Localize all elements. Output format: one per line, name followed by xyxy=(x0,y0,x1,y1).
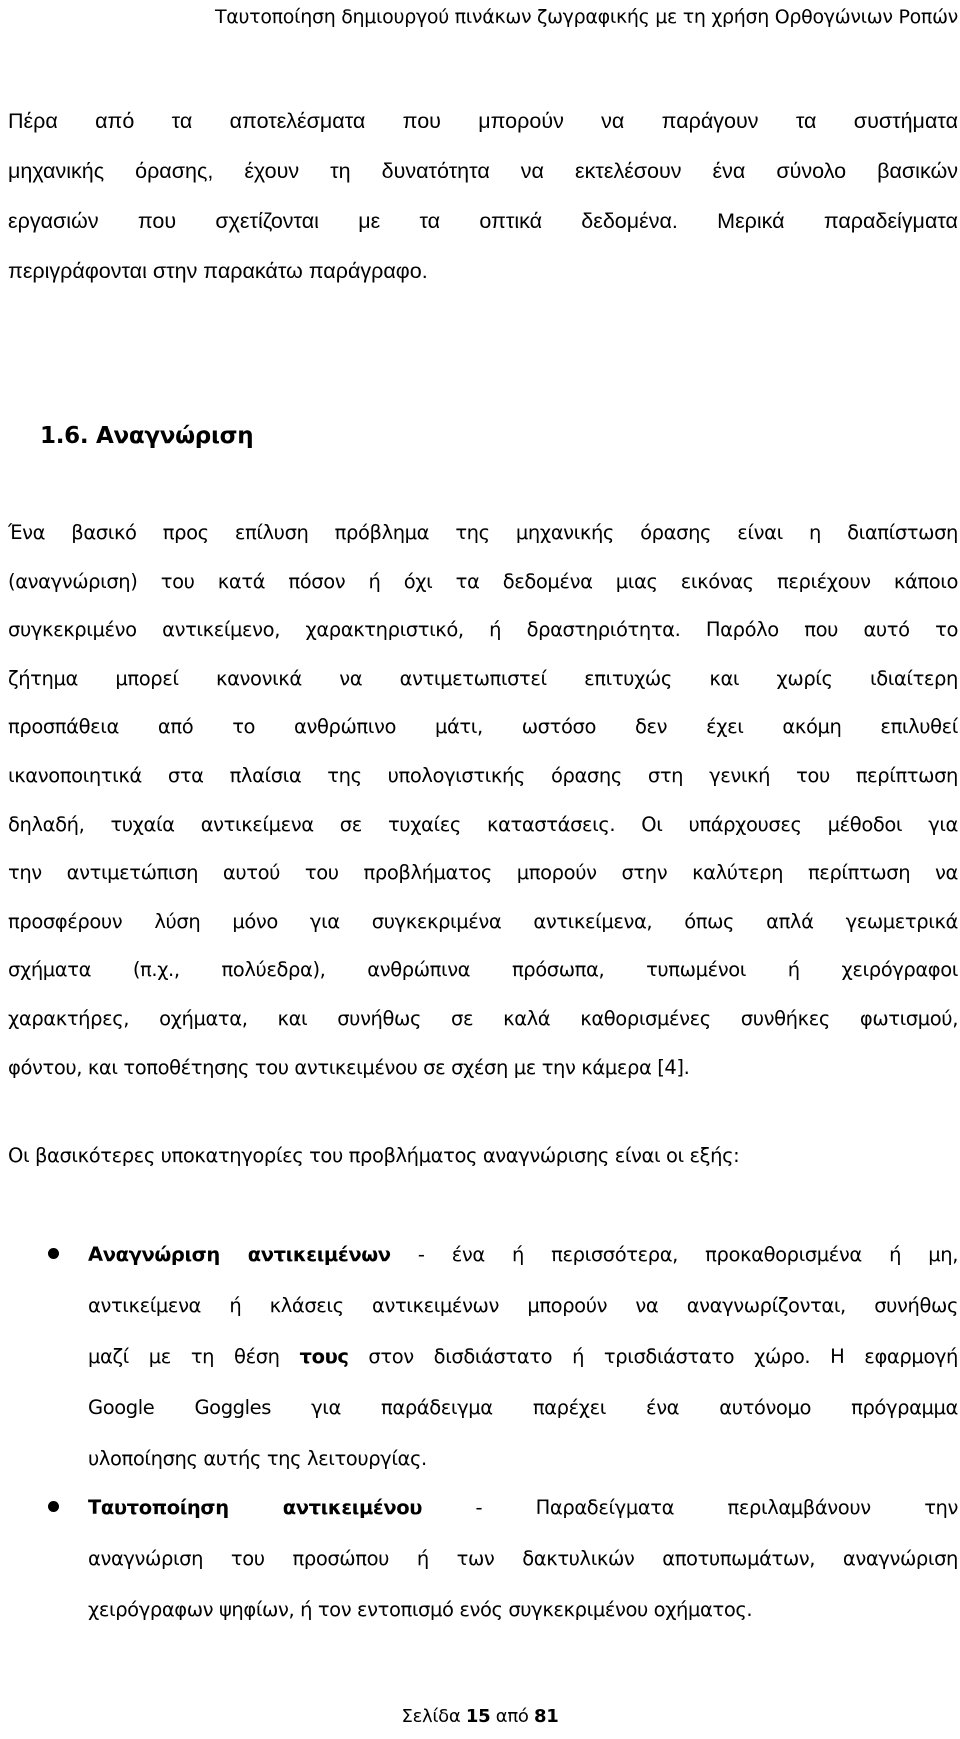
section-heading: 1.6. Αναγνώριση xyxy=(40,423,254,449)
bullet-term: Αναγνώριση αντικειμένων xyxy=(88,1243,391,1266)
paragraph-line: μηχανικής όρασης, έχουν τη δυνατότητα να εκτελέσουν ένα σύνολο βασικών xyxy=(8,159,958,183)
page-word: Σελίδα xyxy=(401,1706,461,1727)
bullet-term: Ταυτοποίηση αντικειμένου xyxy=(88,1496,423,1519)
paragraph-line: περιγράφονται στην παρακάτω παράγραφο. xyxy=(8,259,428,283)
bullet-text: μαζί με τη θέση xyxy=(88,1345,300,1368)
main-paragraph xyxy=(8,509,958,1092)
paragraph-line: Πέρα από τα αποτελέσματα που μπορούν να παράγουν τα συστήματα xyxy=(8,109,958,133)
paragraph-line: ζήτημα μπορεί κανονικά να αντιμετωπιστεί επιτυχώς και χωρίς ιδιαίτερη xyxy=(8,666,958,690)
paragraph-line: την αντιμετώπιση αυτού του προβλήματος μπορούν στην καλύτερη περίπτωση να xyxy=(8,861,958,885)
bullet-line xyxy=(88,1482,958,1533)
page-number: 15 xyxy=(465,1706,491,1727)
bullet-line: χειρόγραφων ψηφίων, ή τον εντοπισμό ενός συγκεκριμένου οχήματος. xyxy=(88,1598,753,1621)
bullet-line: υλοποίησης αυτής της λειτουργίας. xyxy=(88,1447,427,1470)
bullet-text: - ένα ή περισσότερα, προκαθορισμένα ή μη, xyxy=(390,1243,958,1266)
running-header: Ταυτοποίηση δημιουργού πινάκων ζωγραφικής με τη χρήση Ορθογώνιων Ροπών xyxy=(214,6,958,28)
bullet-item-object-identification xyxy=(88,1482,958,1635)
paragraph-line: εργασιών που σχετίζονται με τα οπτικά δεδομένα. Μερικά παραδείγματα xyxy=(8,209,958,233)
bullet-emphasis: τους xyxy=(299,1345,349,1368)
paragraph-line: Ένα βασικό προς επίλυση πρόβλημα της μηχανικής όρασης είναι η διαπίστωση xyxy=(8,521,958,544)
bullet-line: Google Goggles για παράδειγμα παρέχει ένα αυτόνομο πρόγραμμα xyxy=(88,1396,958,1419)
of-word: από xyxy=(495,1706,529,1727)
bullet-item-object-recognition xyxy=(88,1229,958,1484)
bullet-text: στον δισδιάστατο ή τρισδιάστατο χώρο. Η εφαρμογή xyxy=(348,1345,958,1368)
paragraph-line: χαρακτήρες, οχήματα, και συνήθως σε καλά καθορισμένες συνθήκες φωτισμού, xyxy=(8,1006,958,1030)
paragraph-line: συγκεκριμένο αντικείμενο, χαρακτηριστικό, ή δραστηριότητα. Παρόλο που αυτό το xyxy=(8,618,958,642)
total-pages: 81 xyxy=(534,1706,559,1727)
bullet-line xyxy=(88,1331,958,1382)
paragraph-line: (αναγνώριση) του κατά πόσον ή όχι τα δεδομένα μιας εικόνας περιέχουν κάποιο xyxy=(8,569,958,593)
bullet-line: αντικείμενα ή κλάσεις αντικειμένων μπορούν να αναγνωρίζονται, συνήθως xyxy=(88,1294,958,1317)
bullet-icon xyxy=(48,1248,59,1259)
paragraph-line: προσπάθεια από το ανθρώπινο μάτι, ωστόσο δεν έχει ακόμη επιλυθεί xyxy=(8,715,958,739)
paragraph-line: ικανοποιητικά στα πλαίσια της υπολογιστικής όρασης στη γενική του περίπτωση xyxy=(8,763,958,787)
bullet-line xyxy=(88,1229,958,1280)
paragraph-line: φόντου, και τοποθέτησης του αντικειμένου σε σχέση με την κάμερα [4]. xyxy=(8,1055,690,1079)
subcategories-intro: Οι βασικότερες υποκατηγορίες του προβλήματος αναγνώρισης είναι οι εξής: xyxy=(8,1144,740,1167)
bullet-icon xyxy=(48,1501,59,1512)
paragraph-line: σχήματα (π.χ., πολύεδρα), ανθρώπινα πρόσωπα, τυπωμένοι ή χειρόγραφοι xyxy=(8,958,958,982)
bullet-text: - Παραδείγματα περιλαμβάνουν την xyxy=(422,1496,958,1519)
intro-paragraph xyxy=(8,96,958,296)
paragraph-line: προσφέρουν λύση μόνο για συγκεκριμένα αντικείμενα, όπως απλά γεωμετρικά xyxy=(8,909,958,933)
paragraph-line: δηλαδή, τυχαία αντικείμενα σε τυχαίες καταστάσεις. Οι υπάρχουσες μέθοδοι για xyxy=(8,812,958,836)
bullet-line: αναγνώριση του προσώπου ή των δακτυλικών αποτυπωμάτων, αναγνώριση xyxy=(88,1547,958,1570)
page-footer xyxy=(0,1706,960,1727)
